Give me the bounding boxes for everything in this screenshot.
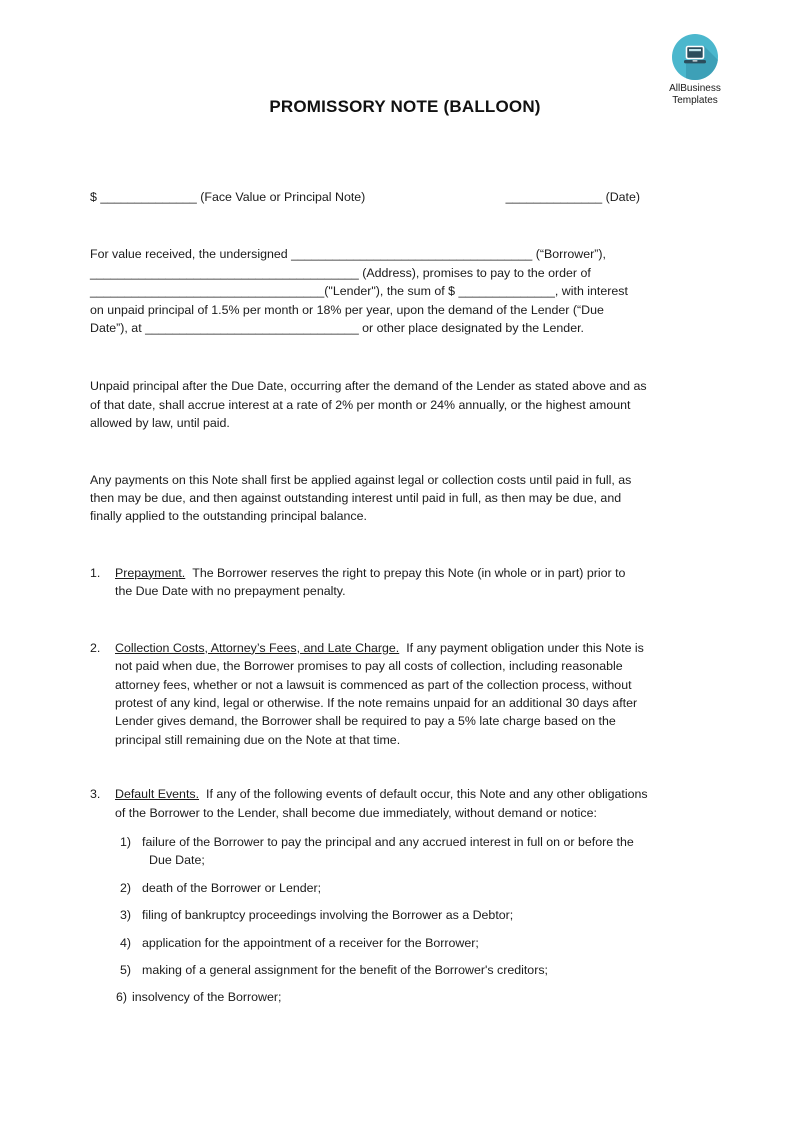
paragraph-line: _______________________________________ (Address), promises to pay to the order of: [90, 265, 591, 280]
item-text: protest of any kind, legal or otherwise. If the note remains unpaid for an additional 30 days after: [115, 695, 638, 710]
paragraph-line: then may be due, and then against outstanding interest until paid in full, as then may be due, and: [90, 491, 622, 506]
item-text: the Due Date with no prepayment penalty.: [115, 584, 346, 599]
item-text: The Borrower reserves the right to prepay this Note (in whole or in part) prior to: [192, 565, 626, 580]
numbered-item-prepayment: [90, 564, 720, 601]
subitem-text: insolvency of the Borrower;: [132, 990, 282, 1005]
subitem-number: 1): [120, 834, 132, 849]
item-text: not paid when due, the Borrower promises to pay all costs of collection, including reasonable: [115, 659, 623, 674]
item-text: attorney fees, whether or not a lawsuit is commenced as part of the collection process, without: [115, 677, 632, 692]
item-text: If any of the following events of default occur, this Note and any other obligations: [206, 787, 648, 802]
allbusiness-logo: [647, 34, 743, 106]
numbered-item-collection-costs: [90, 639, 720, 749]
paragraph-line: Any payments on this Note shall first be applied against legal or collection costs until paid in full, as: [90, 472, 632, 487]
item-number: 2.: [90, 640, 101, 655]
item-heading: Collection Costs, Attorney’s Fees, and Late Charge.: [115, 640, 400, 655]
subitem-number: 4): [120, 935, 132, 950]
paragraph-line: of that date, shall accrue interest at a rate of 2% per month or 24% annually, or the highest amount: [90, 397, 631, 412]
paragraph-line: allowed by law, until paid.: [90, 416, 230, 431]
header-fields-row: [90, 188, 720, 206]
subitem-text: death of the Borrower or Lender;: [142, 880, 322, 895]
subitem-text: filing of bankruptcy proceedings involving the Borrower as a Debtor;: [142, 908, 514, 923]
numbered-item-default-events: [90, 785, 720, 822]
item-text: If any payment obligation under this Note is: [406, 640, 644, 655]
subitem-text: failure of the Borrower to pay the principal and any accrued interest in full on or before the: [142, 834, 634, 849]
default-event-subitem: [90, 879, 720, 897]
default-event-subitem: [90, 961, 720, 979]
date-blank: ______________ (Date): [505, 190, 640, 204]
laptop-logo-icon: [672, 34, 718, 80]
item-text: Lender gives demand, the Borrower shall be required to pay a 5% late charge based on the: [115, 714, 616, 729]
brand-name-line2: Templates: [672, 94, 718, 106]
paragraph-line: on unpaid principal of 1.5% per month or 18% per year, upon the demand of the Lender (“Due: [90, 302, 604, 317]
default-event-subitem: [90, 906, 720, 924]
subitem-number: 5): [120, 962, 132, 977]
subitem-number: 6): [116, 990, 128, 1005]
item-number: 1.: [90, 565, 101, 580]
item-number: 3.: [90, 787, 101, 802]
paragraph-line: Date”), at _______________________________ or other place designated by the Lender.: [90, 321, 584, 336]
paragraph-line: Unpaid principal after the Due Date, occurring after the demand of the Lender as stated above and as: [90, 379, 647, 394]
item-heading: Prepayment.: [115, 565, 186, 580]
subitem-text: making of a general assignment for the benefit of the Borrower's creditors;: [142, 962, 548, 977]
paragraph-line: __________________________________("Lender"), the sum of $ ______________, with interest: [90, 284, 628, 299]
paragraph-for-value-received: [90, 245, 720, 337]
brand-name-line1: AllBusiness: [669, 83, 721, 94]
default-event-subitem: [90, 833, 720, 870]
default-event-subitem: [90, 988, 720, 1006]
document-title: PROMISSORY NOTE (BALLOON): [269, 97, 541, 116]
paragraph-payments-application: [90, 471, 720, 526]
subitem-text: application for the appointment of a receiver for the Borrower;: [142, 935, 479, 950]
subitem-text: Due Date;: [149, 853, 205, 868]
item-heading: Default Events.: [115, 787, 200, 802]
paragraph-line: finally applied to the outstanding principal balance.: [90, 509, 367, 524]
paragraph-line: For value received, the undersigned ___________________________________ (“Borrower”),: [90, 247, 606, 262]
face-value-blank: $ ______________ (Face Value or Principal Note): [90, 190, 366, 204]
item-text: principal still remaining due on the Note at that time.: [115, 732, 401, 747]
item-text: of the Borrower to the Lender, shall become due immediately, without demand or notice:: [115, 805, 597, 820]
subitem-number: 3): [120, 908, 132, 923]
default-event-subitem: [90, 934, 720, 952]
paragraph-unpaid-principal: [90, 377, 720, 432]
subitem-number: 2): [120, 880, 132, 895]
